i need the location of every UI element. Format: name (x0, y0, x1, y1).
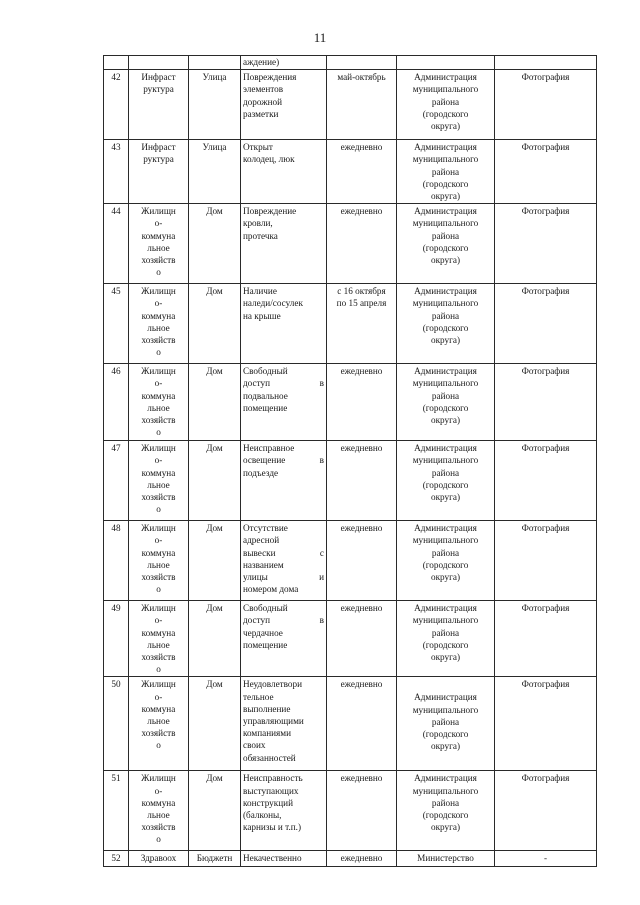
description-line: Свободный (243, 366, 288, 377)
fixation-text: Фотография (521, 443, 570, 454)
period-line: ежедневно (340, 366, 383, 377)
cell-period (327, 284, 397, 364)
row-number: 48 (111, 523, 121, 534)
cell-fixation (495, 70, 597, 140)
category-line: о- (154, 785, 163, 796)
responsible-line: района (431, 467, 460, 478)
period-line: ежедневно (340, 679, 383, 690)
description-line: Некачественно (243, 853, 302, 864)
period-line: ежедневно (340, 603, 383, 614)
cell-object (189, 677, 241, 771)
cell-description (241, 140, 327, 204)
responsible-line: района (431, 96, 460, 107)
responsible-line: Администрация (414, 773, 477, 784)
description-line: Свободный (243, 603, 288, 614)
description-line: дорожной (243, 96, 283, 107)
cell-object (189, 771, 241, 851)
category-line: хозяйств (141, 492, 176, 503)
object-text: Дом (206, 443, 223, 454)
cell-description (241, 677, 327, 771)
cell-description (241, 56, 327, 70)
cell-object (189, 601, 241, 677)
row-number: 45 (111, 286, 121, 297)
cell-responsible (397, 70, 495, 140)
responsible-line: муниципального (412, 535, 479, 546)
description-line: освещение в (243, 455, 324, 466)
description-line: конструкций (243, 797, 293, 808)
object-text: Дом (206, 773, 223, 784)
fixation-text: Фотография (521, 142, 570, 153)
responsible-line: района (431, 310, 460, 321)
cell-responsible (397, 204, 495, 284)
cell-fixation (495, 601, 597, 677)
responsible-line: района (431, 547, 460, 558)
table-row-continuation (104, 56, 597, 70)
period-line: ежедневно (340, 853, 383, 864)
table-row (104, 521, 597, 601)
cell-period (327, 851, 397, 866)
responsible-line: муниципального (412, 455, 479, 466)
table-row (104, 204, 597, 284)
description-line: Неудовлетвори (243, 679, 303, 690)
period-line: ежедневно (340, 142, 383, 153)
table-row (104, 70, 597, 140)
cell-period (327, 140, 397, 204)
cell-description (241, 521, 327, 601)
description-line: карнизы и т.п.) (243, 822, 302, 833)
cell-category (129, 771, 189, 851)
description-line: чердачное (243, 627, 283, 638)
row-number: 43 (111, 142, 121, 153)
cell-responsible (397, 851, 495, 866)
category-line: Жилищн (141, 523, 176, 534)
description-line: своих (243, 740, 266, 751)
responsible-line: (городского (422, 322, 469, 333)
description-line: Наличие (243, 286, 277, 297)
cell-category (129, 204, 189, 284)
cell-number (104, 771, 129, 851)
table-row (104, 441, 597, 521)
responsible-line: Администрация (414, 206, 477, 217)
table-row (104, 140, 597, 204)
cell-fixation (495, 677, 597, 771)
description-line: подвальное (243, 390, 288, 401)
description-line: кровли, (243, 218, 273, 229)
responsible-line: округа) (430, 492, 461, 503)
cell-fixation (495, 851, 597, 866)
description-line: элементов (243, 84, 284, 95)
description-line: вывески с (243, 547, 324, 558)
cell-category (129, 601, 189, 677)
responsible-line: округа) (430, 335, 461, 346)
responsible-line: Администрация (414, 603, 477, 614)
cell-responsible (397, 140, 495, 204)
cell-responsible (397, 677, 495, 771)
category-line: льное (147, 559, 170, 570)
responsible-line: Администрация (414, 142, 477, 153)
cell-fixation (495, 521, 597, 601)
responsible-line: (городского (422, 479, 469, 490)
description-line: разметки (243, 108, 279, 119)
responsible-line: муниципального (412, 785, 479, 796)
cell-fixation (495, 56, 597, 70)
responsible-line: округа) (430, 652, 461, 663)
description-line: наледи/сосулек (243, 298, 303, 309)
cell-period (327, 441, 397, 521)
category-line: коммуна (141, 627, 176, 638)
cell-category (129, 56, 189, 70)
description-line: Повреждения (243, 72, 297, 83)
period-line: ежедневно (340, 773, 383, 784)
description-line: тельное (243, 691, 274, 702)
cell-object (189, 851, 241, 866)
cell-description (241, 364, 327, 441)
row-number: 51 (111, 773, 121, 784)
cell-category (129, 284, 189, 364)
cell-fixation (495, 140, 597, 204)
description-line: адресной (243, 535, 280, 546)
description-line: обязанностей (243, 752, 296, 763)
responsible-line: округа) (430, 121, 461, 132)
object-text: Дом (206, 366, 223, 377)
fixation-text: Фотография (521, 603, 570, 614)
cell-responsible (397, 771, 495, 851)
cell-number (104, 70, 129, 140)
responsible-line: муниципального (412, 218, 479, 229)
description-line: помещение (243, 402, 288, 413)
category-line: Жилищн (141, 773, 176, 784)
responsible-line: муниципального (412, 704, 479, 715)
description-line: названием (243, 559, 284, 570)
cell-description (241, 851, 327, 866)
cell-fixation (495, 204, 597, 284)
cell-description (241, 441, 327, 521)
responsible-line: муниципального (412, 378, 479, 389)
cell-fixation (495, 771, 597, 851)
responsible-line: Администрация (414, 523, 477, 534)
cell-number (104, 56, 129, 70)
category-line: Здравоох (140, 853, 177, 864)
category-line: льное (147, 322, 170, 333)
description-line: управляющими (243, 716, 304, 727)
object-text: Дом (206, 286, 223, 297)
cell-object (189, 284, 241, 364)
cell-category (129, 441, 189, 521)
category-line: о (156, 584, 161, 595)
responsible-line: муниципального (412, 154, 479, 165)
period-line: ежедневно (340, 443, 383, 454)
category-line: льное (147, 716, 170, 727)
responsible-line: (городского (422, 639, 469, 650)
period-line: май-октябрь (337, 72, 386, 83)
cell-responsible (397, 601, 495, 677)
cell-description (241, 284, 327, 364)
description-line: протечка (243, 230, 278, 241)
cell-period (327, 70, 397, 140)
category-line: о (156, 834, 161, 845)
object-text: Дом (206, 679, 223, 690)
description-line: колодец, люк (243, 154, 295, 165)
category-line: коммуна (141, 310, 176, 321)
category-line: о (156, 504, 161, 515)
table-row (104, 677, 597, 771)
cell-category (129, 364, 189, 441)
category-line: льное (147, 479, 170, 490)
category-line: коммуна (141, 467, 176, 478)
fixation-text: Фотография (521, 72, 570, 83)
responsible-line: округа) (430, 822, 461, 833)
cell-object (189, 364, 241, 441)
responsible-line: Администрация (414, 692, 477, 703)
responsible-line: округа) (430, 572, 461, 583)
fixation-text: Фотография (521, 206, 570, 217)
responsible-line: округа) (430, 255, 461, 266)
cell-responsible (397, 364, 495, 441)
category-line: о- (154, 298, 163, 309)
description-line: Неисправное (243, 443, 295, 454)
responsible-line: (городского (422, 108, 469, 119)
category-line: о- (154, 691, 163, 702)
responsible-line: района (431, 627, 460, 638)
category-line: коммуна (141, 390, 176, 401)
description-line: выступающих (243, 785, 299, 796)
responsible-line: Администрация (414, 286, 477, 297)
table-row (104, 364, 597, 441)
row-number: 46 (111, 366, 121, 377)
cell-number (104, 677, 129, 771)
category-line: о (156, 347, 161, 358)
cell-category (129, 677, 189, 771)
cell-description (241, 70, 327, 140)
cell-object (189, 140, 241, 204)
description-line: на крыше (243, 310, 281, 321)
object-text: Бюджетн (196, 853, 233, 864)
category-line: о- (154, 455, 163, 466)
cell-description (241, 601, 327, 677)
responsible-line: муниципального (412, 615, 479, 626)
cell-description (241, 771, 327, 851)
description-line: выполнение (243, 703, 291, 714)
cell-number (104, 851, 129, 866)
description-line: Отсутствие (243, 523, 288, 534)
period-line: с 16 октября (337, 286, 386, 297)
table-body (104, 56, 597, 867)
table-row (104, 771, 597, 851)
category-line: о (156, 427, 161, 438)
cell-fixation (495, 284, 597, 364)
description-line: компаниями (243, 728, 292, 739)
period-line: по 15 апреля (336, 298, 387, 309)
cell-object (189, 204, 241, 284)
cell-object (189, 70, 241, 140)
period-line: ежедневно (340, 523, 383, 534)
description-line: (балконы, (243, 810, 282, 821)
fixation-text: Фотография (521, 523, 570, 534)
row-number: 44 (111, 206, 121, 217)
cell-fixation (495, 441, 597, 521)
description-line: аждение) (243, 57, 280, 67)
cell-fixation (495, 364, 597, 441)
category-line: хозяйств (141, 728, 176, 739)
description-line: Открыт (243, 142, 273, 153)
category-line: Жилищн (141, 603, 176, 614)
category-line: о- (154, 218, 163, 229)
cell-object (189, 441, 241, 521)
responsible-line: Министерство (417, 853, 474, 864)
period-line: ежедневно (340, 206, 383, 217)
cell-number (104, 284, 129, 364)
cell-period (327, 601, 397, 677)
table-row (104, 601, 597, 677)
object-text: Улица (202, 142, 227, 153)
cell-number (104, 521, 129, 601)
responsible-line: муниципального (412, 298, 479, 309)
category-line: льное (147, 639, 170, 650)
table-row (104, 851, 597, 866)
fixation-text: Фотография (521, 773, 570, 784)
category-line: льное (147, 810, 170, 821)
responsible-line: района (431, 716, 460, 727)
cell-number (104, 601, 129, 677)
cell-category (129, 140, 189, 204)
category-line: о (156, 267, 161, 278)
responsible-line: округа) (430, 741, 461, 752)
responsible-line: района (431, 166, 460, 177)
row-number: 49 (111, 603, 121, 614)
responsible-line: района (431, 390, 460, 401)
cell-category (129, 851, 189, 866)
category-line: руктура (143, 154, 174, 165)
responsible-line: (городского (422, 729, 469, 740)
cell-responsible (397, 56, 495, 70)
cell-responsible (397, 521, 495, 601)
responsible-line: (городского (422, 242, 469, 253)
category-line: хозяйств (141, 255, 176, 266)
category-line: хозяйств (141, 652, 176, 663)
responsible-line: (городского (422, 402, 469, 413)
responsible-line: (городского (422, 810, 469, 821)
fixation-text: Фотография (521, 366, 570, 377)
category-line: о (156, 664, 161, 675)
category-line: хозяйств (141, 822, 176, 833)
category-line: Жилищн (141, 206, 176, 217)
category-line: Жилищн (141, 443, 176, 454)
category-line: коммуна (141, 703, 176, 714)
category-line: льное (147, 242, 170, 253)
description-line: помещение (243, 639, 288, 650)
responsible-line: (городского (422, 559, 469, 570)
category-line: коммуна (141, 547, 176, 558)
responsible-line: округа) (430, 415, 461, 426)
cell-period (327, 771, 397, 851)
cell-category (129, 521, 189, 601)
category-line: о- (154, 535, 163, 546)
category-line: коммуна (141, 797, 176, 808)
cell-number (104, 204, 129, 284)
responsible-line: округа) (430, 191, 461, 202)
fixation-text: Фотография (521, 679, 570, 690)
category-line: о- (154, 378, 163, 389)
description-line: номером дома (243, 584, 299, 595)
cell-period (327, 204, 397, 284)
incident-table (103, 55, 597, 867)
cell-number (104, 140, 129, 204)
description-line: Повреждение (243, 206, 297, 217)
category-line: о- (154, 615, 163, 626)
cell-object (189, 521, 241, 601)
responsible-line: Администрация (414, 72, 477, 83)
cell-number (104, 441, 129, 521)
cell-period (327, 521, 397, 601)
responsible-line: (городского (422, 178, 469, 189)
object-text: Дом (206, 206, 223, 217)
cell-period (327, 677, 397, 771)
cell-period (327, 364, 397, 441)
row-number: 50 (111, 679, 121, 690)
object-text: Дом (206, 603, 223, 614)
category-line: хозяйств (141, 335, 176, 346)
table-row (104, 284, 597, 364)
category-line: руктура (143, 84, 174, 95)
cell-description (241, 204, 327, 284)
page-number: 11 (313, 30, 327, 45)
responsible-line: района (431, 230, 460, 241)
object-text: Дом (206, 523, 223, 534)
cell-category (129, 70, 189, 140)
category-line: Жилищн (141, 286, 176, 297)
description-line: доступ в (243, 615, 324, 626)
responsible-line: муниципального (412, 84, 479, 95)
category-line: хозяйств (141, 572, 176, 583)
row-number: 42 (111, 72, 121, 83)
category-line: льное (147, 402, 170, 413)
category-line: Жилищн (141, 679, 176, 690)
responsible-line: Администрация (414, 443, 477, 454)
cell-responsible (397, 284, 495, 364)
category-line: хозяйств (141, 415, 176, 426)
fixation-text: - (543, 853, 548, 864)
cell-number (104, 364, 129, 441)
category-line: Инфраст (141, 72, 176, 83)
cell-responsible (397, 441, 495, 521)
responsible-line: Администрация (414, 366, 477, 377)
responsible-line: района (431, 797, 460, 808)
row-number: 47 (111, 443, 121, 454)
fixation-text: Фотография (521, 286, 570, 297)
category-line: о (156, 740, 161, 751)
category-line: Инфраст (141, 142, 176, 153)
cell-period (327, 56, 397, 70)
object-text: Улица (202, 72, 227, 83)
row-number: 52 (111, 853, 121, 864)
cell-object (189, 56, 241, 70)
category-line: коммуна (141, 230, 176, 241)
description-line: Неисправность (243, 773, 303, 784)
description-line: доступ в (243, 378, 324, 389)
category-line: Жилищн (141, 366, 176, 377)
description-line: улицы и (243, 572, 324, 583)
description-line: подъезде (243, 467, 279, 478)
